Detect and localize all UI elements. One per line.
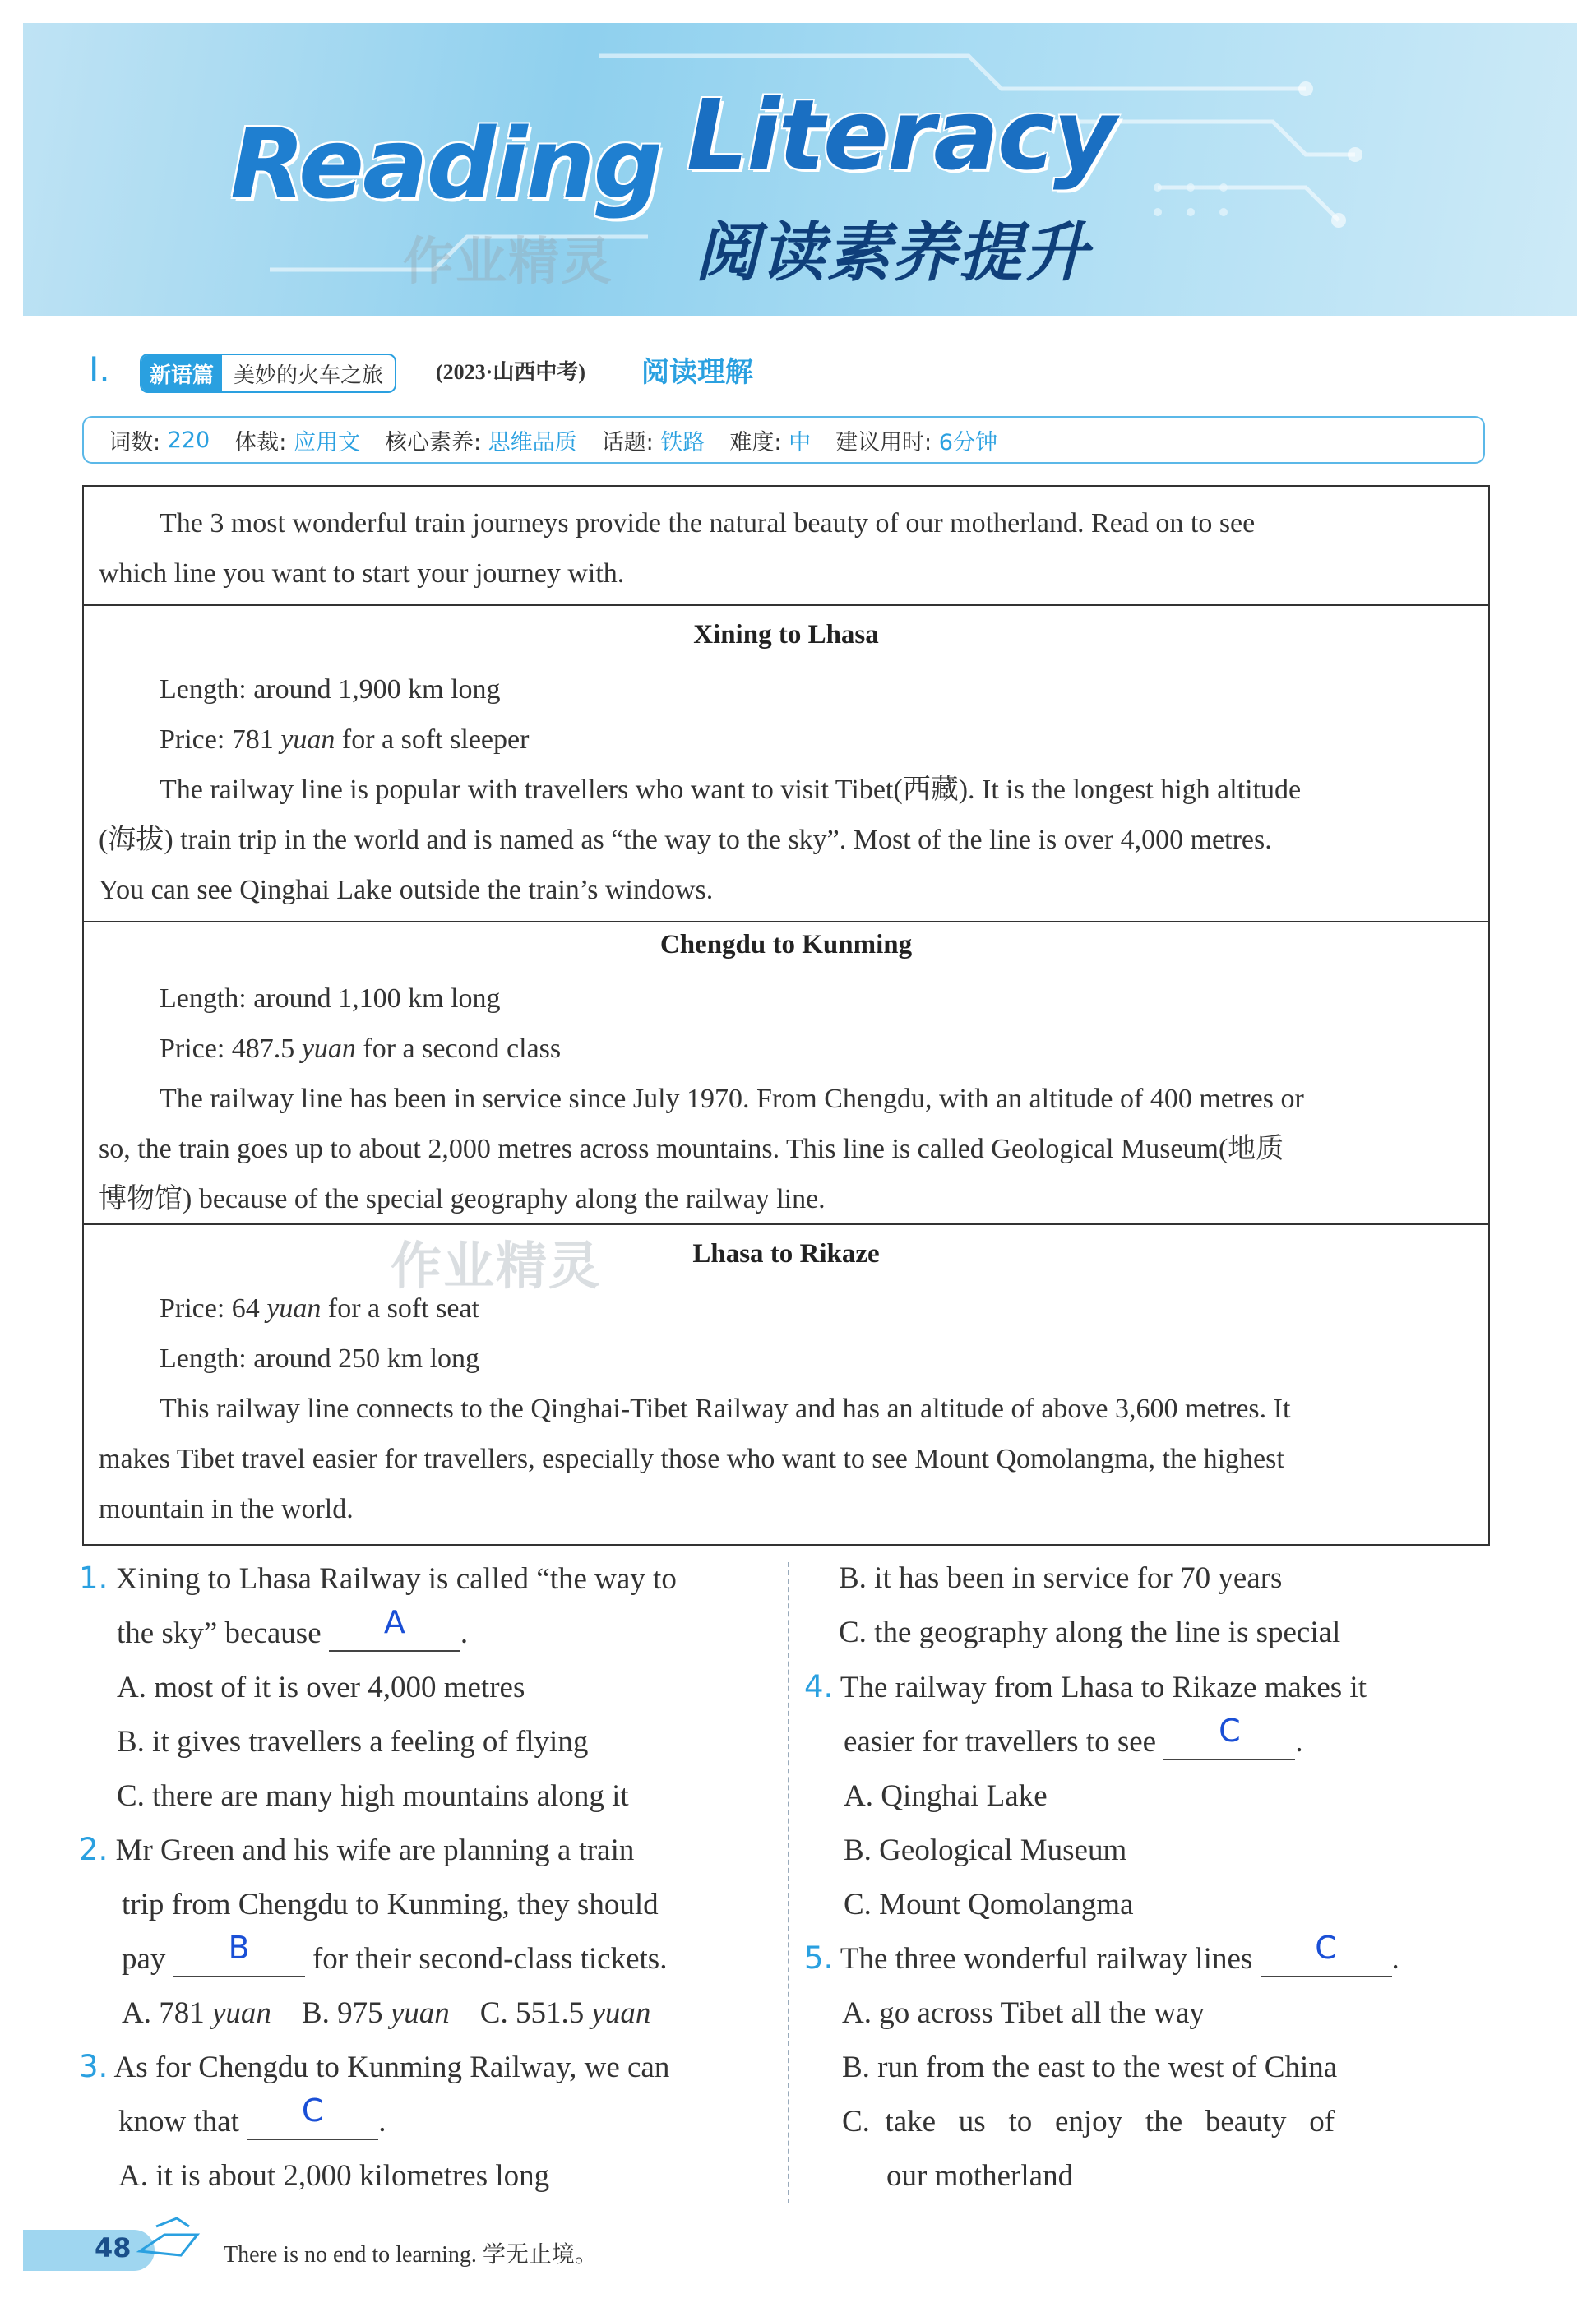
watermark: 作业精灵 <box>391 1236 602 1296</box>
title-reading: Reading <box>230 107 662 220</box>
words-value: 220 <box>167 427 210 453</box>
q5-option-a: A. go across Tibet all the way <box>842 1996 1205 2030</box>
q1-option-b: B. it gives travellers a feeling of flying <box>117 1725 589 1759</box>
s3-price: Price: 64 yuan for a soft seat <box>160 1293 480 1324</box>
section-tag <box>140 354 396 393</box>
s3-length: Length: around 250 km long <box>160 1343 480 1374</box>
s2-para-line-2: so, the train goes up to about 2,000 metres across mountains. This line is called Geological Museum(地质 <box>99 1134 1284 1164</box>
s1-para-line-1: The railway line is popular with travellers who want to visit Tibet(西藏). It is the longest high altitude <box>160 775 1302 805</box>
s2-para-line-3: 博物馆) because of the special geography along the railway line. <box>99 1184 826 1214</box>
difficulty-label: 难度: <box>729 429 782 455</box>
s3-para-line-2: makes Tibet travel easier for travellers, especially those who want to see Mount Qomolangma, the highest <box>99 1444 1284 1474</box>
literacy-label: 核心素养: <box>384 429 482 455</box>
question-3-continued <box>839 1551 1340 1660</box>
literacy-value: 思维品质 <box>488 429 577 455</box>
time-value: 6分钟 <box>938 429 997 455</box>
q3-option-c: C. the geography along the line is special <box>839 1616 1341 1649</box>
genre-value: 应用文 <box>293 429 360 455</box>
section-title-xining-lhasa: Xining to Lhasa <box>693 620 879 650</box>
q3-option-a: A. it is about 2,000 kilometres long <box>118 2159 550 2193</box>
question-4: 4. The railway from Lhasa to Rikaze makes it easier for travellers to see C . A. Qinghai Lake B. Geological Museum C. Mount Qomolangma <box>804 1660 1367 1932</box>
section-title-lhasa-rikaze: Lhasa to Rikaze <box>692 1239 880 1269</box>
question-5: 5. The three wonderful railway lines C . A. go across Tibet all the way B. run from the east to the west of China C. take us to enjoy the beauty of our motherland <box>804 1931 1399 2203</box>
q4-option-a: A. Qinghai Lake <box>844 1779 1048 1813</box>
s1-para-line-3: You can see Qinghai Lake outside the train’s windows. <box>99 875 714 905</box>
section-title-chengdu-kunming: Chengdu to Kunming <box>659 930 913 959</box>
intro-line-1: The 3 most wonderful train journeys provide the natural beauty of our motherland. Read on to see <box>160 508 1256 539</box>
s2-price: Price: 487.5 yuan for a second class <box>160 1033 562 1064</box>
answer-1: A <box>383 1604 405 1640</box>
question-3: 3. As for Chengdu to Kunming Railway, we can know that C . A. it is about 2,000 kilometres long <box>79 2040 669 2203</box>
title-literacy: Literacy <box>687 78 1115 192</box>
section-type: 阅读理解 <box>641 356 753 389</box>
q5-option-c-cont: our motherland <box>886 2159 1074 2193</box>
topic-label: 话题: <box>601 429 654 455</box>
footer-motto: There is no end to learning. 学无止境。 <box>224 2242 598 2268</box>
s2-length: Length: around 1,100 km long <box>160 983 501 1014</box>
answer-2: B <box>228 1930 250 1966</box>
topic-value: 铁路 <box>660 429 705 455</box>
tag-category: 新语篇 <box>141 355 222 391</box>
q1-option-c: C. there are many high mountains along it <box>117 1779 629 1813</box>
s1-length: Length: around 1,900 km long <box>160 674 501 705</box>
question-2: 2. Mr Green and his wife are planning a train trip from Chengdu to Kunming, they should pay B for their second-class tickets. A. 781 yuan B. 975 yuan C. 551.5 yuan <box>79 1823 667 2041</box>
watermark: 作业精灵 <box>403 231 614 291</box>
difficulty-value: 中 <box>789 429 812 455</box>
words-label: 词数: <box>109 429 161 455</box>
info-bar <box>82 416 1485 464</box>
s3-para-line-1: This railway line connects to the Qinghai-Tibet Railway and has an altitude of above 3,600 metres. It <box>160 1394 1291 1424</box>
tag-topic: 美妙的火车之旅 <box>234 363 384 387</box>
genre-label: 体裁: <box>234 429 287 455</box>
page-number: 48 <box>95 2232 132 2263</box>
q5-option-b: B. run from the east to the west of China <box>842 2051 1338 2084</box>
column-divider <box>788 1562 789 2203</box>
s2-para-line-1: The railway line has been in service since July 1970. From Chengdu, with an altitude of 400 metres or <box>160 1084 1304 1114</box>
q4-option-b: B. Geological Museum <box>844 1833 1127 1867</box>
q5-option-c: C. take us to enjoy the beauty of <box>842 2105 1335 2139</box>
q2-options: A. 781 yuan B. 975 yuan C. 551.5 yuan <box>122 1996 651 2030</box>
s1-price: Price: 781 yuan for a soft sleeper <box>160 724 530 755</box>
answer-4: C <box>1219 1713 1241 1749</box>
header-banner <box>23 23 1577 316</box>
s3-para-line-3: mountain in the world. <box>99 1494 354 1524</box>
time-label: 建议用时: <box>835 429 932 455</box>
book-hand-icon <box>132 2210 206 2268</box>
s1-para-line-2: (海拔) train trip in the world and is named as “the way to the sky”. Most of the line is over 4,000 metres. <box>99 825 1272 855</box>
intro-line-2: which line you want to start your journey with. <box>99 558 625 589</box>
q3-option-b: B. it has been in service for 70 years <box>839 1561 1283 1595</box>
q1-option-a: A. most of it is over 4,000 metres <box>117 1671 525 1704</box>
answer-3: C <box>301 2092 324 2129</box>
section-number: I. <box>89 349 110 390</box>
row-divider <box>82 604 1490 606</box>
answer-5: C <box>1315 1930 1337 1966</box>
section-source: (2023·山西中考) <box>436 360 585 384</box>
row-divider <box>82 921 1490 922</box>
title-chinese: 阅读素养提升 <box>695 216 1090 290</box>
q4-option-c: C. Mount Qomolangma <box>844 1888 1134 1921</box>
question-1: 1. Xining to Lhasa Railway is called “the way to the sky” because A . A. most of it is over 4,000 metres B. it gives travellers a feeling of flying C. there are many high mountains along it <box>79 1551 677 1824</box>
